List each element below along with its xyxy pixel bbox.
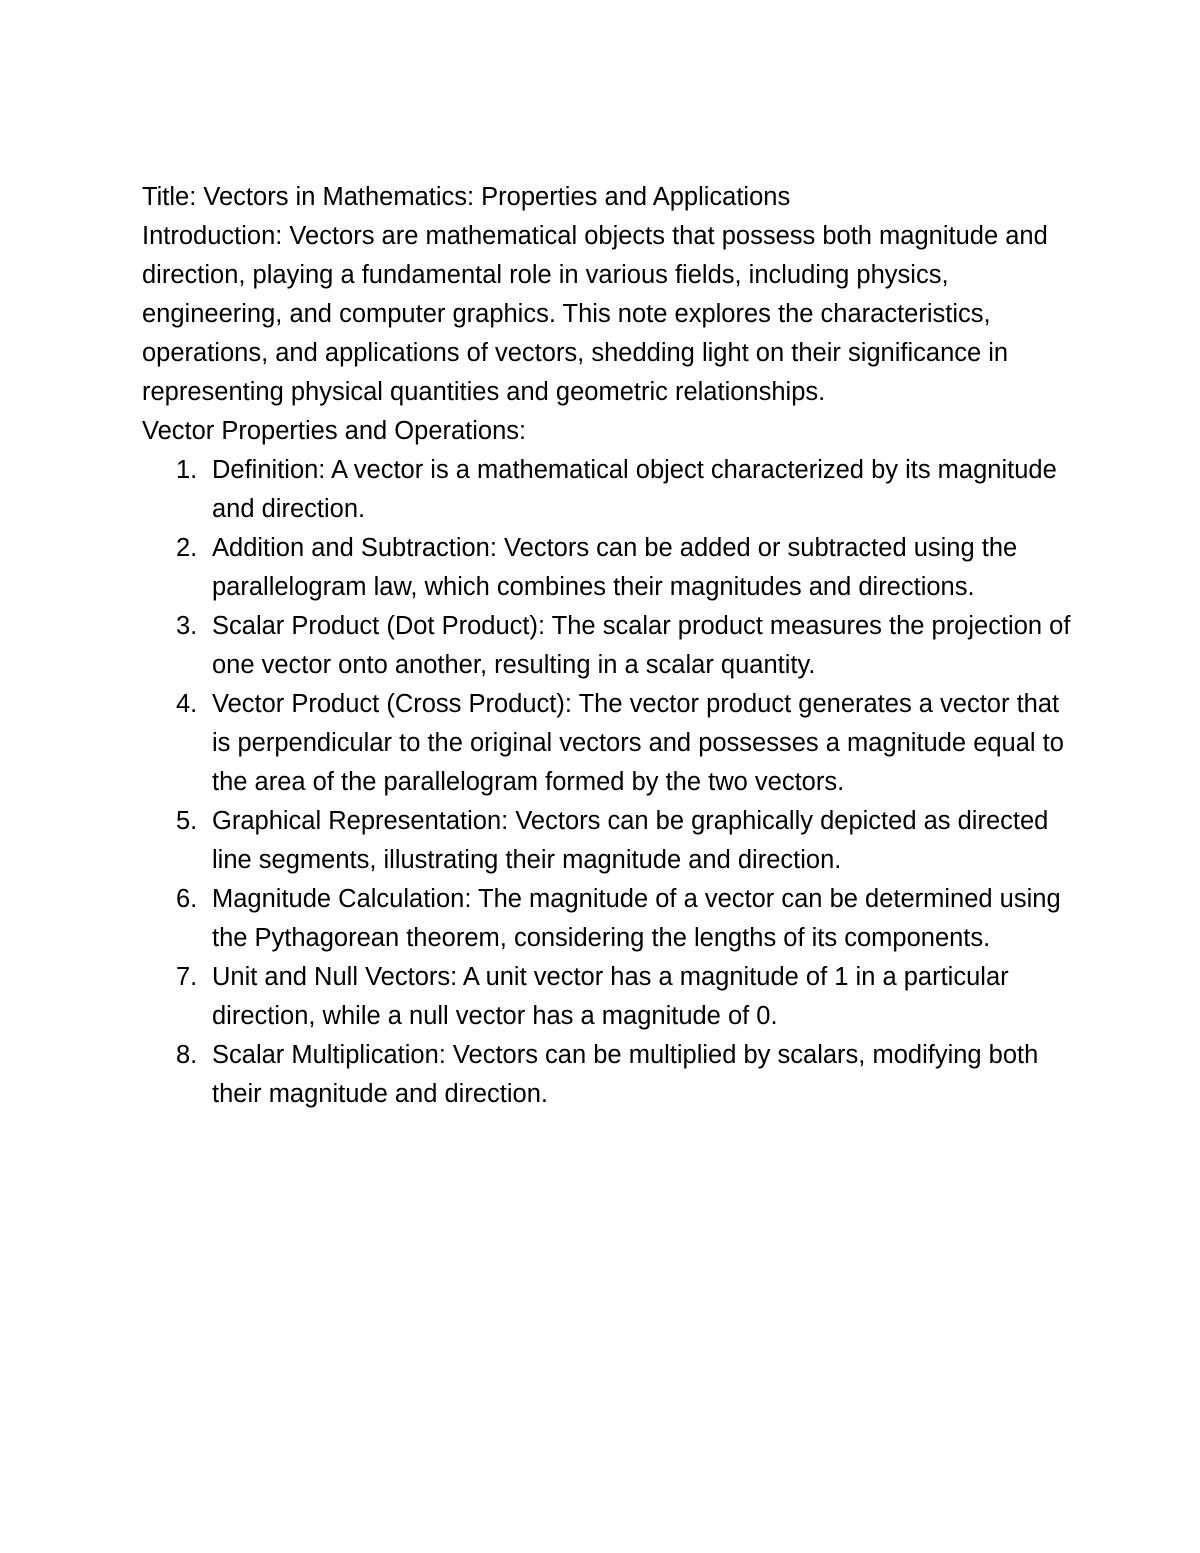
list-item-text: Scalar Multiplication: Vectors can be multiplied by scalars, modifying both their magnitude and direction. bbox=[212, 1041, 1039, 1108]
list-item-text: Addition and Subtraction: Vectors can be added or subtracted using the parallelogram law, which combines their magnitudes and directions. bbox=[212, 534, 1018, 601]
list-item bbox=[142, 451, 1082, 529]
list-item bbox=[142, 1036, 1082, 1114]
list-item-text: Definition: A vector is a mathematical object characterized by its magnitude and direction. bbox=[212, 456, 1057, 523]
list-item bbox=[142, 802, 1082, 880]
list-item bbox=[142, 685, 1082, 802]
section-heading: Vector Properties and Operations: bbox=[142, 417, 527, 445]
list-item-number: 1. bbox=[176, 456, 198, 484]
list-item-number: 4. bbox=[176, 690, 198, 718]
list-item bbox=[142, 880, 1082, 958]
list-item-number: 6. bbox=[176, 885, 198, 913]
properties-list bbox=[142, 451, 1082, 1114]
list-item bbox=[142, 607, 1082, 685]
document-page bbox=[142, 178, 1082, 1114]
list-item bbox=[142, 958, 1082, 1036]
list-item-text: Graphical Representation: Vectors can be graphically depicted as directed line segments, illustrating their magnitude and direction. bbox=[212, 807, 1049, 874]
list-item-text: Scalar Product (Dot Product): The scalar product measures the projection of one vector onto another, resulting in a scalar quantity. bbox=[212, 612, 1071, 679]
list-item-text: Magnitude Calculation: The magnitude of a vector can be determined using the Pythagorean theorem, considering the lengths of its components. bbox=[212, 885, 1061, 952]
list-item-number: 3. bbox=[176, 612, 198, 640]
list-item-text: Unit and Null Vectors: A unit vector has a magnitude of 1 in a particular direction, while a null vector has a magnitude of 0. bbox=[212, 963, 1009, 1030]
list-item-number: 2. bbox=[176, 534, 198, 562]
list-item-number: 7. bbox=[176, 963, 198, 991]
list-item bbox=[142, 529, 1082, 607]
list-item-text: Vector Product (Cross Product): The vector product generates a vector that is perpendicular to the original vectors and possesses a magnitude equal to the area of the parallelogram formed by the two vectors. bbox=[212, 690, 1064, 796]
list-item-number: 5. bbox=[176, 807, 198, 835]
list-item-number: 8. bbox=[176, 1041, 198, 1069]
introduction-paragraph: Introduction: Vectors are mathematical objects that possess both magnitude and direction, playing a fundamental role in various fields, including physics, engineering, and computer graphics. This note explores the characteristics, operations, and applications of vectors, shedding light on their significance in representing physical quantities and geometric relationships. bbox=[142, 222, 1048, 406]
document-title: Title: Vectors in Mathematics: Properties and Applications bbox=[142, 183, 791, 211]
